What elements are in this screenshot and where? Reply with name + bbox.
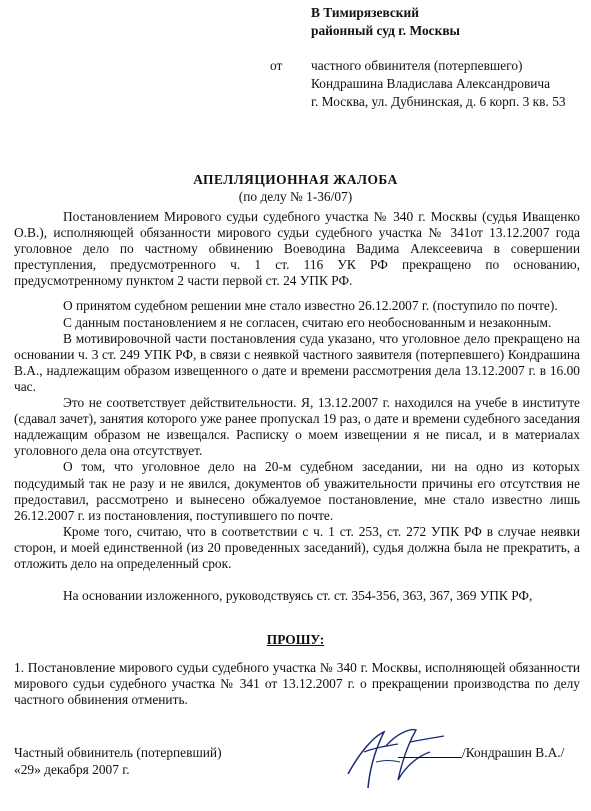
- document-body: [14, 209, 580, 604]
- request-item-1: 1. Постановление мирового судьи судебного участка № 340 г. Москвы, исполняющей обязанности мирового судьи судебного участка № 341 от 13.12.2007 г. о прекращении производства по делу частного обвинения отменить.: [14, 660, 580, 708]
- paragraph-8: На основании изложенного, руководствуясь ст. ст. 354-356, 363, 367, 369 УПК РФ,: [63, 588, 533, 604]
- sender-line-3: г. Москва, ул. Дубнинская, д. 6 корп. 3 кв. 53: [311, 94, 566, 109]
- signatory-name: /Кондрашин В.А./: [462, 745, 565, 760]
- paragraph-1: Постановлением Мирового судьи судебного участка № 340 г. Москвы (судья Иващенко О.В.), исполняющей обязанности мирового судьи судебного участка № 341от 13.12.2007 года уголовное дело по частному обвинению Воеводина Вадима Алексеевича в совершении преступления, предусмотренного ч. 1 ст. 116 УК РФ прекращено по основанию, предусмотренному пунктом 2 части первой ст. 24 УПК РФ.: [14, 209, 580, 289]
- paragraph-4: В мотивировочной части постановления суда указано, что уголовное дело прекращено на основании ч. 3 ст. 249 УПК РФ, в связи с неявкой частного заявителя (потерпевшего) Кондрашина В.А., надлежащим образом извещенного о дате и времени рассмотрения дела 13.12.2007 г. в 16.00 час.: [14, 330, 580, 394]
- request-heading: ПРОШУ:: [266, 632, 325, 647]
- paragraph-6: О том, что уголовное дело на 20-м судебном заседании, ни на одно из которых подсудимый так не разу и не явился, документов об уважительности причины его отсутствия не предоставил, рассмотрено и вынесено обжалуемое постановление, мне стало известно лишь 26.12.2007 г. из постановления, поступившего по почте.: [14, 459, 580, 523]
- court-addressee: [311, 4, 460, 40]
- paragraph-3: С данным постановлением я не согласен, считаю его необоснованным и незаконным.: [63, 314, 552, 330]
- from-label: от: [270, 58, 283, 73]
- court-line-1: В Тимирязевский: [311, 5, 419, 20]
- paragraph-5: Это не соответствует действительности. Я, 13.12.2007 г. находился на учебе в институте (сдавал зачет), занятия которого уже ранее пропускал 19 раз, о дате и времени судебного заседания надлежащим образом не извещался. Расписку о моем извещении я не писал, и в материалах уголовного дела она отсутствует.: [14, 395, 580, 459]
- paragraph-7: Кроме того, считаю, что в соответствии с ч. 1 ст. 253, ст. 272 УПК РФ в случае неявки сторон, и моей единственной (из 20 проведенных заседаний), судья должна была не прекратить, а отложить дело на определенный срок.: [14, 523, 580, 571]
- paragraph-2: О принятом судебном решении мне стало известно 26.12.2007 г. (поступило по почте).: [63, 298, 558, 314]
- document-title: АПЕЛЛЯЦИОННАЯ ЖАЛОБА: [193, 172, 398, 187]
- court-line-2: районный суд г. Москвы: [311, 23, 461, 38]
- sender-block: [311, 57, 566, 111]
- signature-line: [398, 757, 462, 758]
- signatory-role: Частный обвинитель (потерпевший): [14, 745, 222, 760]
- case-number: (по делу № 1-36/07): [238, 189, 353, 204]
- sender-line-1: частного обвинителя (потерпевшего): [311, 58, 523, 73]
- signature-date: «29» декабря 2007 г.: [14, 762, 130, 777]
- sender-line-2: Кондрашина Владислава Александровича: [311, 76, 551, 91]
